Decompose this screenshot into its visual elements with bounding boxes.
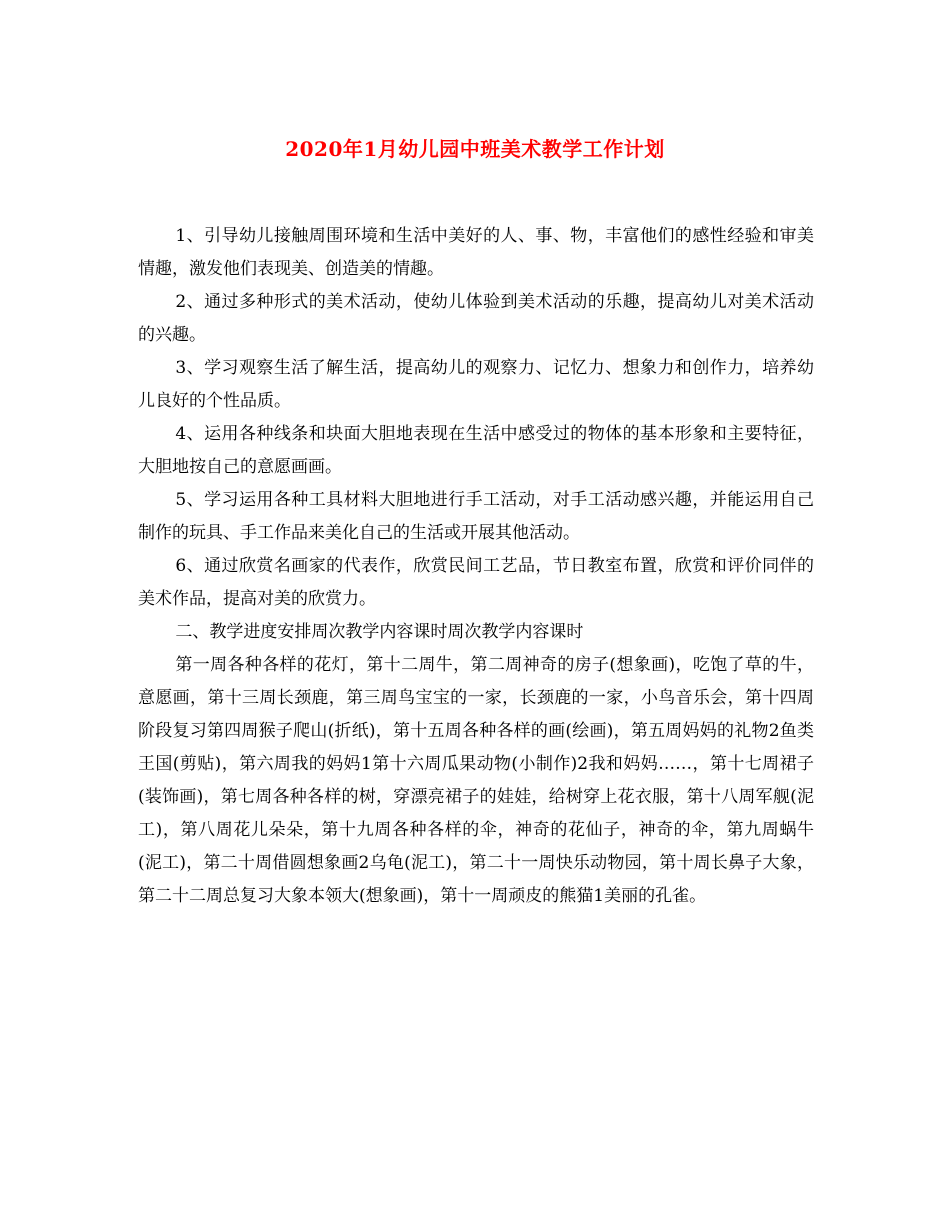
document-title: 2020年1月幼儿园中班美术教学工作计划 [285,137,665,161]
paragraph-schedule: 第一周各种各样的花灯，第十二周牛，第二周神奇的房子(想象画)，吃饱了草的牛，意愿画，第十三周长颈鹿，第三周鸟宝宝的一家，长颈鹿的一家，小鸟音乐会，第十四周阶段复习第四周猴子爬山(折纸)，第十五周各种各样的画(绘画)，第五周妈妈的礼物2鱼类王国(剪贴)，第六周我的妈妈1第十六周瓜果动物(小制作)2我和妈妈……，第十七周裙子(装饰画)，第七周各种各样的树，穿漂亮裙子的娃娃，给树穿上花衣服，第十八周军舰(泥工)，第八周花儿朵朵，第十九周各种各样的伞，神奇的花仙子，神奇的伞，第九周蜗牛(泥工)，第二十周借圆想象画2乌龟(泥工)，第二十一周快乐动物园，第十周长鼻子大象，第二十二周总复习大象本领大(想象画)，第十一周顽皮的熊猫1美丽的孔雀。 [138,655,814,906]
paragraph-goal-1: 1、引导幼儿接触周围环境和生活中美好的人、事、物，丰富他们的感性经验和审美情趣，激发他们表现美、创造美的情趣。 [138,226,814,279]
paragraph-goal-2: 2、通过多种形式的美术活动，使幼儿体验到美术活动的乐趣，提高幼儿对美术活动的兴趣。 [138,292,814,345]
paragraph-goal-5: 5、学习运用各种工具材料大胆地进行手工活动，对手工活动感兴趣，并能运用自己制作的玩具、手工作品来美化自己的生活或开展其他活动。 [138,490,814,543]
paragraph-goal-3: 3、学习观察生活了解生活，提高幼儿的观察力、记忆力、想象力和创作力，培养幼儿良好的个性品质。 [138,358,814,411]
paragraph-goal-4: 4、运用各种线条和块面大胆地表现在生活中感受过的物体的基本形象和主要特征，大胆地按自己的意愿画画。 [138,424,814,477]
paragraph-goal-6: 6、通过欣赏名画家的代表作，欣赏民间工艺品，节日教室布置，欣赏和评价同伴的美术作品，提高对美的欣赏力。 [138,556,814,609]
document-body [138,220,814,913]
section-heading-schedule: 二、教学进度安排周次教学内容课时周次教学内容课时 [175,622,584,642]
